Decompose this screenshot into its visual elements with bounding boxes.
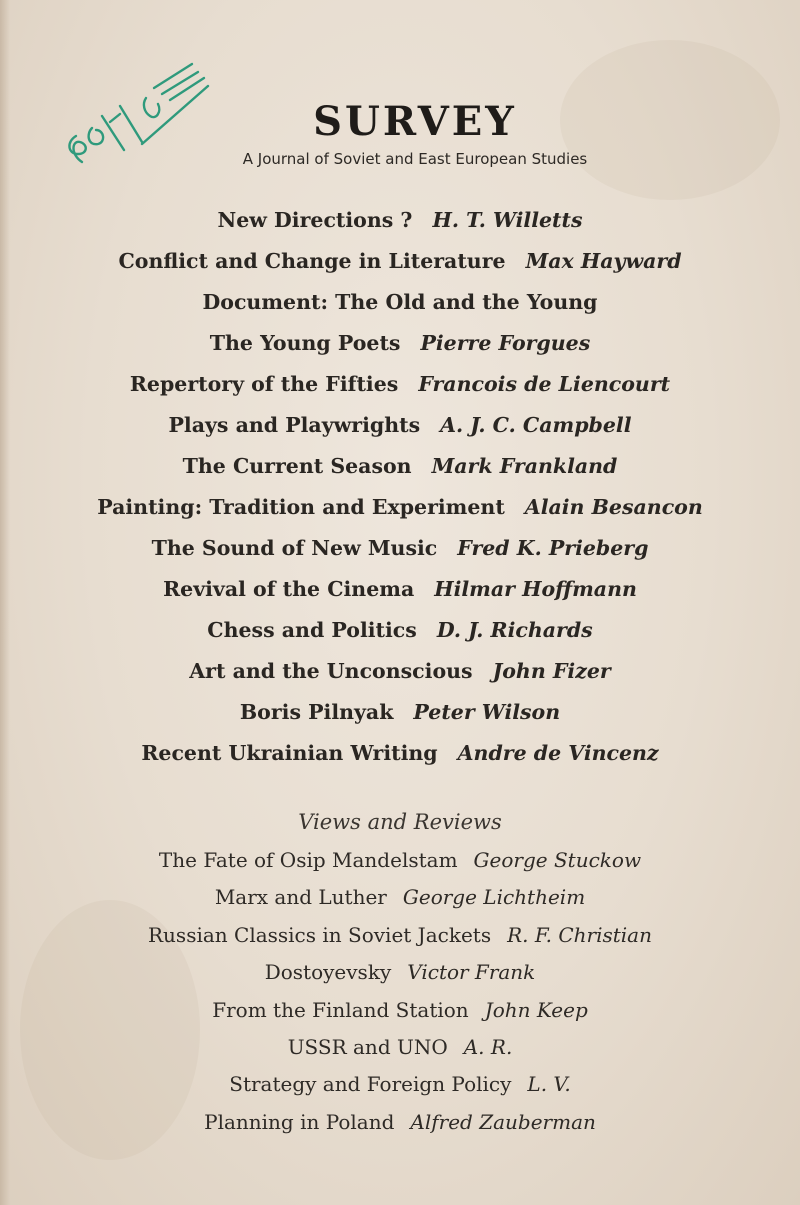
list-item xyxy=(0,487,800,528)
article-author: Pierre Forgues xyxy=(420,331,591,355)
list-item xyxy=(0,446,800,487)
article-author: L. V. xyxy=(527,1072,571,1097)
list-item xyxy=(0,200,800,241)
article-author: H. T. Willetts xyxy=(432,208,583,232)
table-of-contents xyxy=(0,200,800,774)
article-title: Recent Ukrainian Writing xyxy=(141,741,438,765)
article-title: Art and the Unconscious xyxy=(189,659,473,683)
list-item xyxy=(0,241,800,282)
list-item xyxy=(0,1029,800,1066)
article-author: Mark Frankland xyxy=(431,454,618,478)
article-title: Strategy and Foreign Policy xyxy=(229,1072,512,1097)
article-title: Repertory of the Fifties xyxy=(129,372,399,396)
article-author: Hilmar Hoffmann xyxy=(434,577,637,601)
list-item xyxy=(0,992,800,1029)
article-title: USSR and UNO xyxy=(287,1034,448,1059)
list-item xyxy=(0,879,800,916)
list-item xyxy=(0,323,800,364)
article-title: Russian Classics in Soviet Jackets xyxy=(147,922,492,947)
list-item xyxy=(0,954,800,991)
article-title: The Young Poets xyxy=(209,331,401,355)
list-item xyxy=(0,1066,800,1103)
list-item xyxy=(0,692,800,733)
article-title: Dostoyevsky xyxy=(264,960,392,985)
list-item xyxy=(0,282,800,323)
article-author: George Lichtheim xyxy=(402,885,586,910)
article-title: Marx and Luther xyxy=(214,885,387,910)
article-title: Document: The Old and the Young xyxy=(202,290,598,314)
list-item xyxy=(0,528,800,569)
article-author: A. J. C. Campbell xyxy=(440,413,632,437)
article-title: Boris Pilnyak xyxy=(239,700,394,724)
article-title: Conflict and Change in Literature xyxy=(118,249,506,273)
list-item xyxy=(0,405,800,446)
article-author: Andre de Vincenz xyxy=(457,741,659,765)
list-item xyxy=(0,651,800,692)
article-title: The Fate of Osip Mandelstam xyxy=(158,848,458,872)
article-author: George Stuckow xyxy=(473,848,642,872)
article-author: Alain Besancon xyxy=(524,495,703,519)
article-title: New Directions ? xyxy=(217,208,413,232)
article-author: John Fizer xyxy=(492,659,611,683)
article-author: D. J. Richards xyxy=(436,618,593,642)
article-author: Francois de Liencourt xyxy=(418,372,671,396)
article-title: Planning in Poland xyxy=(204,1109,395,1134)
article-title: The Sound of New Music xyxy=(151,536,438,560)
list-item xyxy=(0,1104,800,1141)
article-author: R. F. Christian xyxy=(507,922,652,947)
article-title: Revival of the Cinema xyxy=(163,577,415,601)
list-item xyxy=(0,569,800,610)
list-item xyxy=(0,610,800,651)
journal-subtitle: A Journal of Soviet and East European Studies xyxy=(242,150,588,168)
list-item xyxy=(0,917,800,954)
list-item xyxy=(0,733,800,774)
list-item xyxy=(0,842,800,879)
article-title: The Current Season xyxy=(182,454,412,478)
list-item xyxy=(0,364,800,405)
article-author: Fred K. Prieberg xyxy=(457,536,649,560)
views-and-reviews-heading: Views and Reviews xyxy=(298,810,502,834)
article-author: Alfred Zauberman xyxy=(410,1109,596,1134)
journal-title: SURVEY xyxy=(313,98,517,145)
article-author: Max Hayward xyxy=(525,249,682,273)
reviews-list xyxy=(0,842,800,1141)
article-title: From the Finland Station xyxy=(212,997,469,1022)
article-title: Chess and Politics xyxy=(207,618,417,642)
article-title: Painting: Tradition and Experiment xyxy=(97,495,505,519)
article-author: John Keep xyxy=(484,997,588,1022)
article-title: Plays and Playwrights xyxy=(168,413,421,437)
article-author: Peter Wilson xyxy=(413,700,561,724)
article-author: A. R. xyxy=(463,1034,513,1059)
article-author: Victor Frank xyxy=(407,960,536,985)
masthead xyxy=(0,96,800,168)
